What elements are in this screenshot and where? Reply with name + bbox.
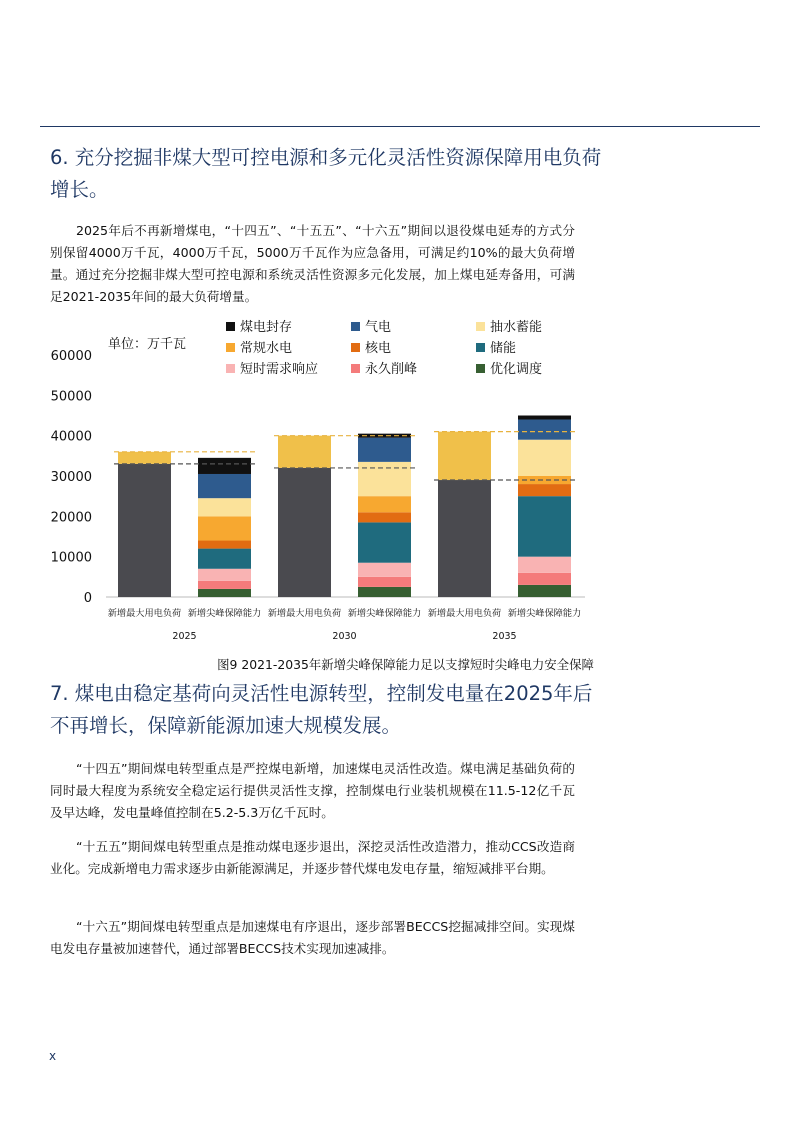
paragraph-3: “十五五”期间煤电转型重点是推动煤电逐步退出，深挖灵活性改造潜力，推动CCS改造商业化。完成新增电力需求逐步由新能源满足，并逐步替代煤电发电存量，缩短减排平台期。 [50,839,575,876]
capacity-bar-segment [198,549,251,569]
capacity-bar-segment [198,474,251,498]
legend-label: 储能 [490,341,517,356]
legend-swatch [351,343,360,352]
legend-swatch [476,322,485,331]
legend-label: 核电 [365,341,392,356]
bar-category-label: 新增尖峰保障能力 [507,608,582,619]
load-bar-segment [278,436,331,468]
capacity-bar-segment [198,569,251,581]
capacity-bar-segment [358,438,411,462]
legend-swatch [476,364,485,373]
y-tick-label: 60000 [50,349,92,364]
capacity-bar-segment [198,581,251,589]
year-group-label: 2035 [492,631,517,642]
bar-category-label: 新增最大用电负荷 [427,608,502,619]
capacity-bar-segment [198,541,251,549]
legend-label: 气电 [365,320,392,335]
y-tick-label: 0 [83,591,92,606]
y-tick-label: 30000 [50,470,92,485]
capacity-bar-segment [518,420,571,440]
legend-swatch [351,322,360,331]
page-number: x [49,1049,57,1063]
capacity-bar-segment [518,496,571,557]
legend-swatch [476,343,485,352]
year-group-label: 2030 [332,631,357,642]
legend-swatch [226,343,235,352]
load-bar-segment [438,480,491,597]
legend-label: 抽水蓄能 [490,320,543,335]
capacity-bar-segment [358,563,411,577]
legend-label: 优化调度 [490,362,543,377]
y-tick-label: 40000 [50,429,92,445]
paragraph-2: “十四五”期间煤电转型重点是严控煤电新增，加速煤电灵活性改造。煤电满足基础负荷的同时最大程度为系统安全稳定运行提供灵活性支撑，控制煤电行业装机规模在11.5-12亿千瓦及早达峰，发电量峰值控制在5.2-5.3万亿千瓦时。 [50,761,575,820]
capacity-bar-segment [358,577,411,587]
paragraph-4: “十六五”期间煤电转型重点是加速煤电有序退出，逐步部署BECCS挖掘减排空间。实现煤电发电存量被加速替代，通过部署BECCS技术实现加速减排。 [50,919,575,956]
paragraph-1: 2025年后不再新增煤电，“十四五”、“十五五”、“十六五”期间以退役煤电延寿的方式分别保留4000万千瓦，4000万千瓦，5000万千瓦作为应急备用，可满足约10%的最大负荷增量。通过充分挖掘非煤大型可控电源和系统灵活性资源多元化发展，加上煤电延寿备用，可满足2021-2035年间的最大负荷增量。 [50,223,575,304]
load-bar-segment [118,464,171,597]
legend-swatch [226,322,235,331]
y-tick-label: 10000 [50,550,92,566]
y-tick-label: 50000 [50,389,92,405]
capacity-bar-segment [518,573,571,585]
capacity-bar-segment [518,557,571,573]
capacity-bar-segment [518,484,571,496]
load-bar-segment [278,468,331,597]
section-heading-7: 7. 煤电由稳定基荷向灵活性电源转型，控制发电量在2025年后不再增长，保障新能源加速大规模发展。 [50,682,593,737]
capacity-bar-segment [358,462,411,496]
stacked-bar-chart [40,316,600,646]
capacity-bar-segment [198,498,251,516]
legend-swatch [351,364,360,373]
section-heading-6: 6. 充分挖掘非煤大型可控电源和多元化灵活性资源保障用电负荷增长。 [50,146,602,201]
capacity-bar-segment [518,416,571,420]
capacity-bar-segment [518,440,571,476]
chart-unit-label: 单位：万千瓦 [108,337,187,352]
capacity-bar-segment [358,587,411,597]
bar-category-label: 新增最大用电负荷 [107,608,182,619]
figure-caption: 图9 2021-2035年新增尖峰保障能力足以支撑短时尖峰电力安全保障 [217,657,594,672]
legend-swatch [226,364,235,373]
capacity-bar-segment [358,512,411,522]
bar-category-label: 新增尖峰保障能力 [347,608,422,619]
capacity-bar-segment [198,589,251,597]
y-tick-label: 20000 [50,510,92,526]
bar-category-label: 新增最大用电负荷 [267,608,342,619]
capacity-bar-segment [358,522,411,562]
header-rule [40,126,760,127]
load-bar-segment [438,432,491,480]
capacity-bar-segment [518,585,571,597]
capacity-bar-segment [358,496,411,512]
legend-label: 煤电封存 [240,320,293,335]
year-group-label: 2025 [172,631,197,642]
capacity-bar-segment [198,516,251,540]
load-bar-segment [118,452,171,464]
capacity-bar-segment [198,458,251,474]
legend-label: 永久削峰 [365,362,418,377]
legend-label: 常规水电 [240,341,293,356]
bar-category-label: 新增尖峰保障能力 [187,608,262,619]
legend-label: 短时需求响应 [240,362,319,377]
